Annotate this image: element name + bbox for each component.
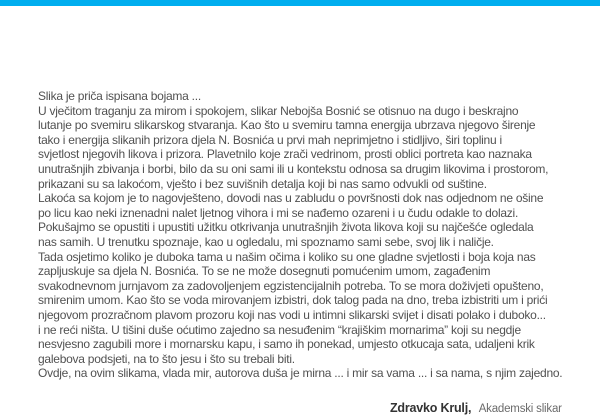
signature-title: Akademski slikar [478, 403, 562, 415]
text-line: unutrašnjih zbivanja i borbi, bilo da su oni sami ili u kontekstu odnosa sa drugim likovima i prostorom, [38, 161, 549, 176]
text-line: nesvjesno zagubili more i mornarsku kapu, i samo ih ponekad, umjesto otkucaja sata, udaljeni krik [38, 337, 535, 352]
top-accent-bar [0, 0, 600, 6]
text-line: i ne reći ništa. U tišini duše oćutimo zajedno sa nesuđenim “krajiškim mornarima” koji su negdje [38, 322, 521, 337]
foreword-text-block [38, 89, 588, 381]
text-line: njegovom prozračnom plavom prozoru koji nas vodi u intimni slikarski svijet i disati polako i duboko... [38, 307, 546, 322]
text-line: U vječitom traganju za mirom i spokojem, slikar Nebojša Bosnić se otisnuo na dugo i beskrajno [38, 103, 519, 118]
text-line: nas samih. U trenutku spoznaje, kao u ogledalu, mi spoznamo sami sebe, svoj lik i naličje. [38, 234, 494, 249]
text-line: Pokušajmo se opustiti i upustiti užitku otkrivanja unutrašnjih života likova koji su najčešće ogledala [38, 220, 534, 235]
text-line: svjetlost njegovih likova i prizora. Plavetnilo koje zrači vedrinom, prosti oblici portreta kao naznaka [38, 147, 532, 162]
text-line: lutanje po svemiru slikarskog stvaranja. Kao što u svemiru tamna energija ubrzava njegovo širenje [38, 118, 536, 133]
text-line: Slika je priča ispisana bojama ... [38, 89, 201, 103]
text-line: prikazani su sa lakoćom, vješto i bez suvišnih detalja koji bi nas samo odvukli od suštine. [38, 176, 487, 191]
text-line: po licu kao neki iznenadni nalet ljetnog vihora i mi se nađemo ozareni i u čudu odakle to dolazi. [38, 205, 519, 220]
text-line: tako i energija slikanih prizora djela N. Bosnića u prvi mah neprimjetno i stidljivo, širi toplinu i [38, 132, 502, 147]
text-line: Tada osjetimo koliko je duboka tama u našim očima i koliko su one gladne svjetlosti i boja koja nas [38, 249, 536, 264]
signature [390, 399, 562, 417]
text-line: galebova podsjeti, na to što jesu i što su trebali biti. [38, 351, 295, 366]
text-line: smirenim umom. Kao što se voda mirovanjem izbistri, dok talog pada na dno, treba izbistriti um i prići [38, 293, 548, 308]
text-line: Lakoća sa kojom je to nagovješteno, dovodi nas u zabludu o površnosti dok nas odjednom ne ošine [38, 191, 544, 206]
text-line: svakodnevnom jurnjavom za zadovoljenjem egzistencijalnih potreba. To se mora doživjeti opušteno, [38, 278, 544, 293]
signature-name: Zdravko Krulj, [390, 401, 472, 415]
text-line: zapljuskuje sa djela N. Bosnića. To se ne može dosegnuti pomućenim umom, zagađenim [38, 264, 491, 279]
text-line: Ovdje, na ovim slikama, vlada mir, autorova duša je mirna ... i mir sa vama ... i sa nama, s njim zajedno. [38, 366, 563, 381]
